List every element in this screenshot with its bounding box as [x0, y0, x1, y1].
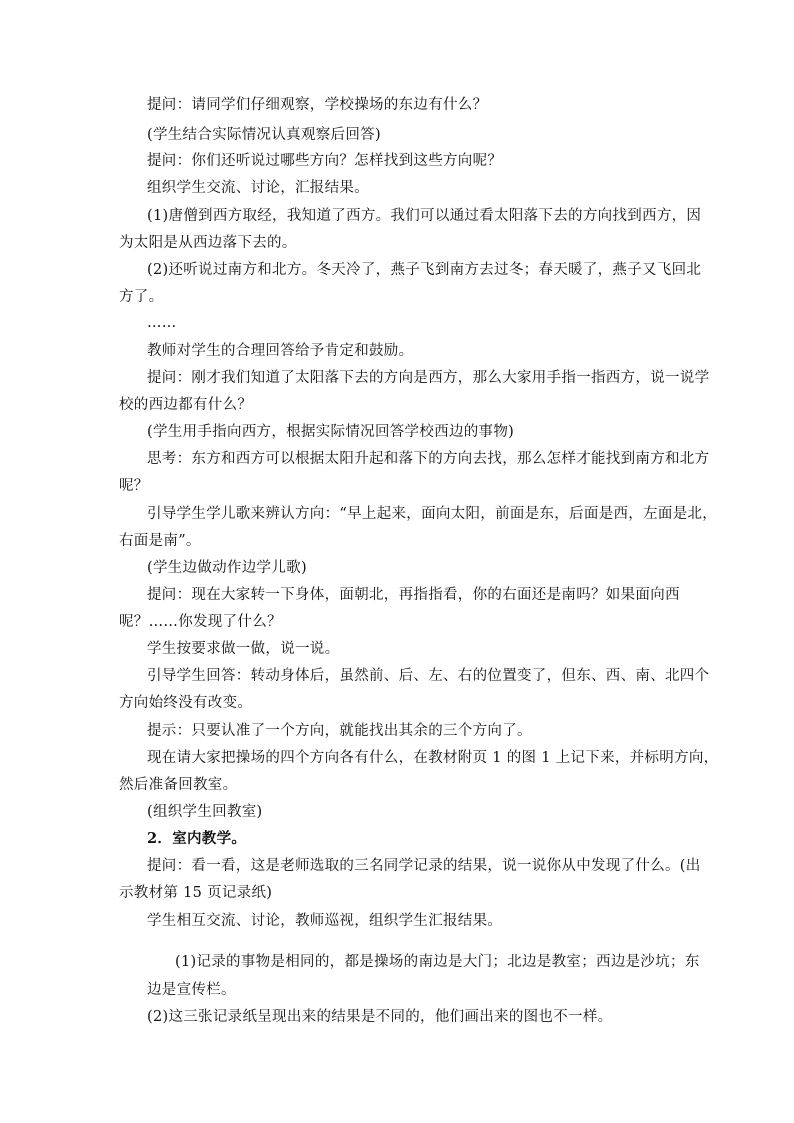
text-line: 呢？……你发现了什么？	[119, 614, 282, 630]
text-line: 提问：请同学们仔细观察，学校操场的东边有什么？	[147, 97, 488, 113]
text-line: (组织学生回教室)	[147, 804, 263, 820]
text-line: (学生用手指向西方，根据实际情况回答学校西边的事物)	[147, 424, 515, 440]
text-line: 提示：只要认准了一个方向，就能找出其余的三个方向了。	[147, 723, 532, 739]
text-line: (1)记录的事物是相同的，都是操场的南边是大门；北边是教室；西边是沙坑；东	[175, 954, 700, 970]
text-line: 教师对学生的合理回答给予肯定和鼓励。	[147, 343, 414, 359]
text-line: ……	[147, 315, 177, 331]
text-line: 组织学生交流、讨论，汇报结果。	[147, 180, 369, 196]
text-line: 引导学生学儿歌来辨认方向：“早上起来，面向太阳，前面是东，后面是西，左面是北，	[147, 506, 718, 522]
text-line: (2)还听说过南方和北方。冬天冷了，燕子飞到南方去过冬；春天暖了，燕子又飞回北	[147, 262, 702, 278]
text-line: 现在请大家把操场的四个方向各有什么，在教材附页 1 的图 1 上记下来，并标明方向，	[147, 750, 719, 766]
text-line: 提问：现在大家转一下身体，面朝北，再指指看，你的右面还是南吗？如果面向西	[147, 587, 680, 603]
text-line: 提问：看一看，这是老师选取的三名同学记录的结果，说一说你从中发现了什么。(出	[147, 858, 701, 874]
text-line: 右面是南”。	[119, 533, 201, 549]
text-line: 示教材第 15 页记录纸)	[119, 885, 273, 901]
text-line: (学生边做动作边学儿歌)	[147, 560, 307, 576]
text-line: 学生相互交流、讨论，教师巡视，组织学生汇报结果。	[147, 913, 503, 929]
text-line: 方向始终没有改变。	[119, 695, 253, 711]
text-line: 引导学生回答：转动身体后，虽然前、后、左、右的位置变了，但东、西、南、北四个	[147, 668, 710, 684]
text-line: 呢？	[119, 478, 149, 494]
text-line: (学生结合实际情况认真观察后回答)	[147, 127, 381, 143]
text-line: 思考：东方和西方可以根据太阳升起和落下的方向去找，那么怎样才能找到南方和北方	[147, 451, 710, 467]
text-line: (2)这三张记录纸呈现出来的结果是不同的，他们画出来的图也不一样。	[147, 1009, 613, 1025]
text-line: 然后准备回教室。	[119, 777, 238, 793]
text-line: 为太阳是从西边落下去的。	[119, 235, 297, 251]
text-line: 学生按要求做一做，说一说。	[147, 641, 340, 657]
text-line: 校的西边都有什么？	[119, 397, 253, 413]
text-line: (1)唐僧到西方取经，我知道了西方。我们可以通过看太阳落下去的方向找到西方，因	[147, 208, 702, 224]
text-line: 方了。	[119, 289, 164, 305]
text-line: 提问：你们还听说过哪些方向？怎样找到这些方向呢？	[147, 153, 503, 169]
text-line: 边是宣传栏。	[147, 982, 236, 998]
text-line: 提问：刚才我们知道了太阳落下去的方向是西方，那么大家用手指一指西方，说一说学	[147, 370, 710, 386]
section-heading: 2．室内教学。	[147, 830, 247, 847]
